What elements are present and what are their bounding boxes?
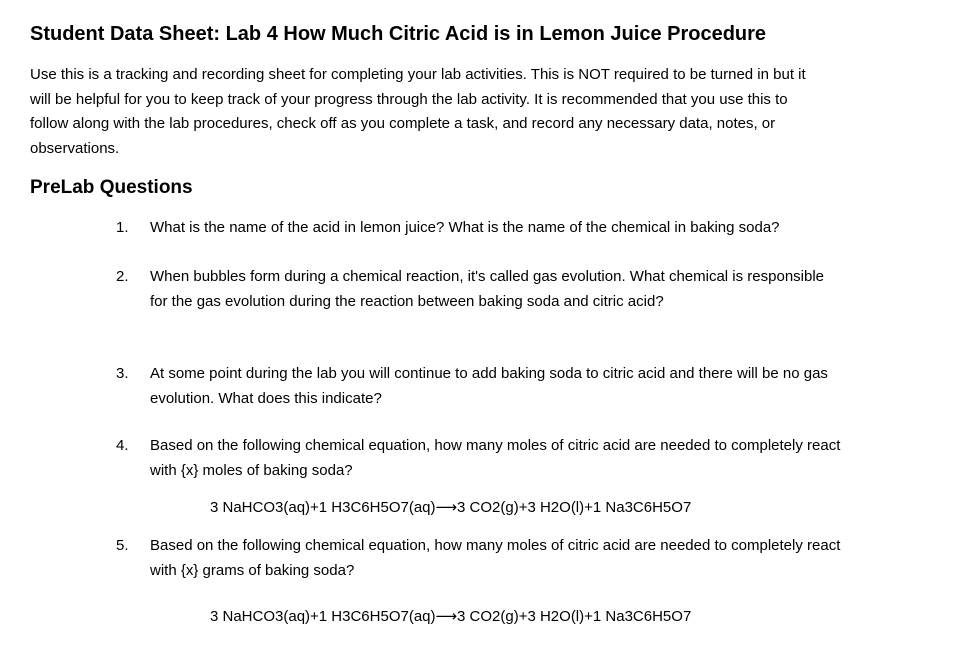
- question-line: with {x} moles of baking soda?: [150, 461, 353, 479]
- intro-paragraph: [30, 63, 930, 161]
- question-line: Based on the following chemical equation, how many moles of citric acid are needed to completely react: [150, 537, 841, 554]
- question-text: [150, 534, 932, 583]
- question-number: 4.: [116, 437, 129, 454]
- question-number: 3.: [116, 365, 129, 382]
- chemical-equation: 3 NaHCO3(aq)+1 H3C6H5O7(aq)⟶3 CO2(g)+3 H2O(l)+1 Na3C6H5O7: [210, 499, 692, 516]
- question-number: 2.: [116, 268, 129, 285]
- intro-line: Use this is a tracking and recording sheet for completing your lab activities. This is NOT required to be turned in but it: [30, 66, 806, 83]
- question-line: When bubbles form during a chemical reaction, it's called gas evolution. What chemical is responsible: [150, 268, 825, 285]
- intro-line: observations.: [30, 139, 120, 157]
- question-text: [150, 216, 932, 241]
- question-text: [150, 265, 932, 314]
- question-line: Based on the following chemical equation, how many moles of citric acid are needed to completely react: [150, 437, 841, 454]
- question-line: What is the name of the acid in lemon juice? What is the name of the chemical in baking soda?: [150, 219, 780, 236]
- question-line: with {x} grams of baking soda?: [150, 561, 355, 579]
- prelab-heading: PreLab Questions: [30, 177, 193, 198]
- question-line: At some point during the lab you will continue to add baking soda to citric acid and there will be no gas: [150, 365, 828, 382]
- question-text: [150, 362, 932, 411]
- intro-line: will be helpful for you to keep track of your progress through the lab activity. It is recommended that you use this to: [30, 90, 788, 108]
- chemical-equation: 3 NaHCO3(aq)+1 H3C6H5O7(aq)⟶3 CO2(g)+3 H2O(l)+1 Na3C6H5O7: [210, 608, 692, 625]
- question-line: for the gas evolution during the reaction between baking soda and citric acid?: [150, 292, 664, 310]
- question-number: 1.: [116, 219, 129, 236]
- question-line: evolution. What does this indicate?: [150, 389, 382, 407]
- intro-line: follow along with the lab procedures, check off as you complete a task, and record any necessary data, notes, or: [30, 115, 776, 132]
- question-number: 5.: [116, 537, 129, 554]
- question-text: [150, 434, 932, 483]
- page-title: Student Data Sheet: Lab 4 How Much Citric Acid is in Lemon Juice Procedure: [30, 23, 767, 45]
